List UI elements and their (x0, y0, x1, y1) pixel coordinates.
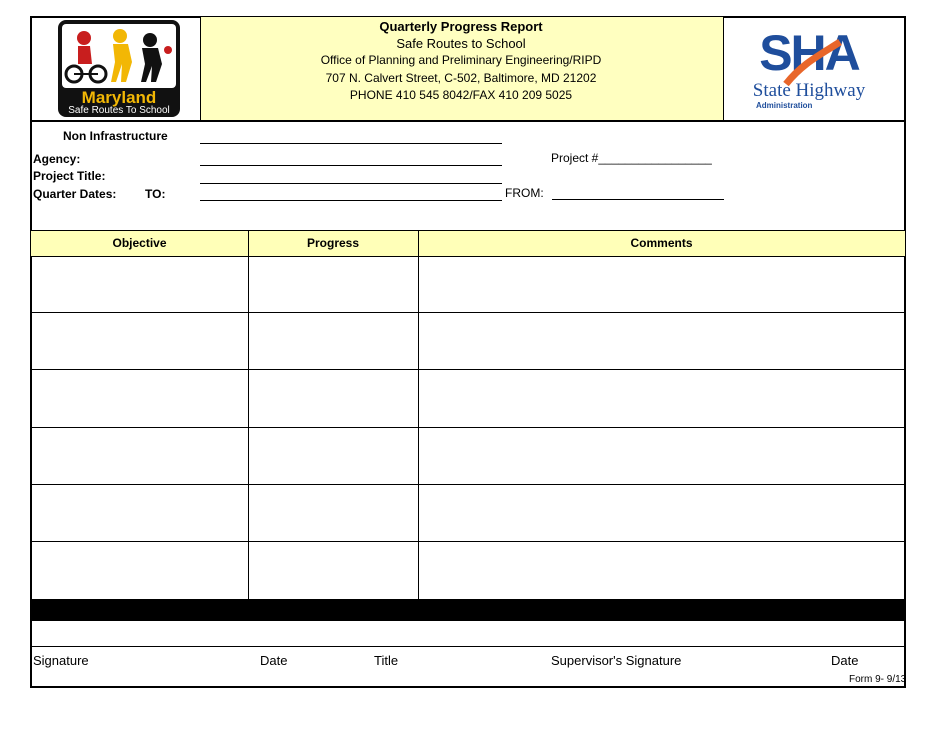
report-title: Quarterly Progress Report (379, 19, 543, 34)
table-row[interactable] (31, 312, 905, 313)
column-divider-1 (248, 230, 249, 599)
divider-band (31, 599, 905, 621)
quarter-from-field[interactable] (552, 199, 724, 200)
table-row[interactable] (31, 427, 905, 428)
column-objective: Objective (112, 236, 167, 250)
supervisor-signature-label: Supervisor's Signature (551, 653, 682, 668)
sha-logo-sub: Administration (756, 101, 813, 110)
signature-line (31, 646, 905, 647)
agency-field[interactable] (200, 165, 502, 166)
table-row[interactable] (31, 484, 905, 485)
program-name: Safe Routes to School (396, 36, 526, 51)
quarter-dates-label: Quarter Dates: (33, 187, 117, 201)
section-label: Non Infrastructure (63, 129, 168, 143)
non-infrastructure-line[interactable] (200, 143, 502, 144)
table-row[interactable] (31, 369, 905, 370)
road-swoosh-icon (782, 34, 842, 86)
form-number: Form 9- 9/13 (849, 674, 907, 685)
children-walking-icon (58, 20, 180, 92)
project-number-field[interactable]: Project #_________________ (551, 151, 712, 165)
quarter-to-field[interactable] (200, 200, 502, 201)
column-comments: Comments (630, 236, 693, 250)
project-title-field[interactable] (200, 183, 502, 184)
column-divider-2 (418, 230, 419, 599)
office-phone: PHONE 410 545 8042/FAX 410 209 5025 (349, 88, 573, 102)
sha-logo (742, 26, 876, 116)
from-label: FROM: (505, 186, 544, 200)
office-name: Office of Planning and Preliminary Engineering/RIPD (320, 53, 602, 67)
sha-logo-name: State Highway (752, 80, 866, 101)
date-label: Date (260, 653, 288, 668)
agency-label: Agency: (33, 152, 81, 166)
table-header (31, 230, 905, 257)
office-address: 707 N. Calvert Street, C-502, Baltimore, MD 21202 (325, 71, 597, 85)
maryland-logo-name: Maryland (81, 88, 157, 107)
supervisor-date-label: Date (831, 653, 859, 668)
column-progress: Progress (306, 236, 360, 250)
table-row[interactable] (31, 541, 905, 542)
maryland-srts-logo (58, 20, 180, 117)
sha-logo-letters: SHA (759, 25, 859, 81)
title-label: Title (374, 653, 399, 668)
maryland-logo-tagline: Safe Routes To School (68, 105, 170, 116)
to-label: TO: (145, 187, 166, 201)
project-title-label: Project Title: (33, 169, 106, 183)
signature-label: Signature (33, 653, 89, 668)
header-divider (30, 120, 906, 122)
